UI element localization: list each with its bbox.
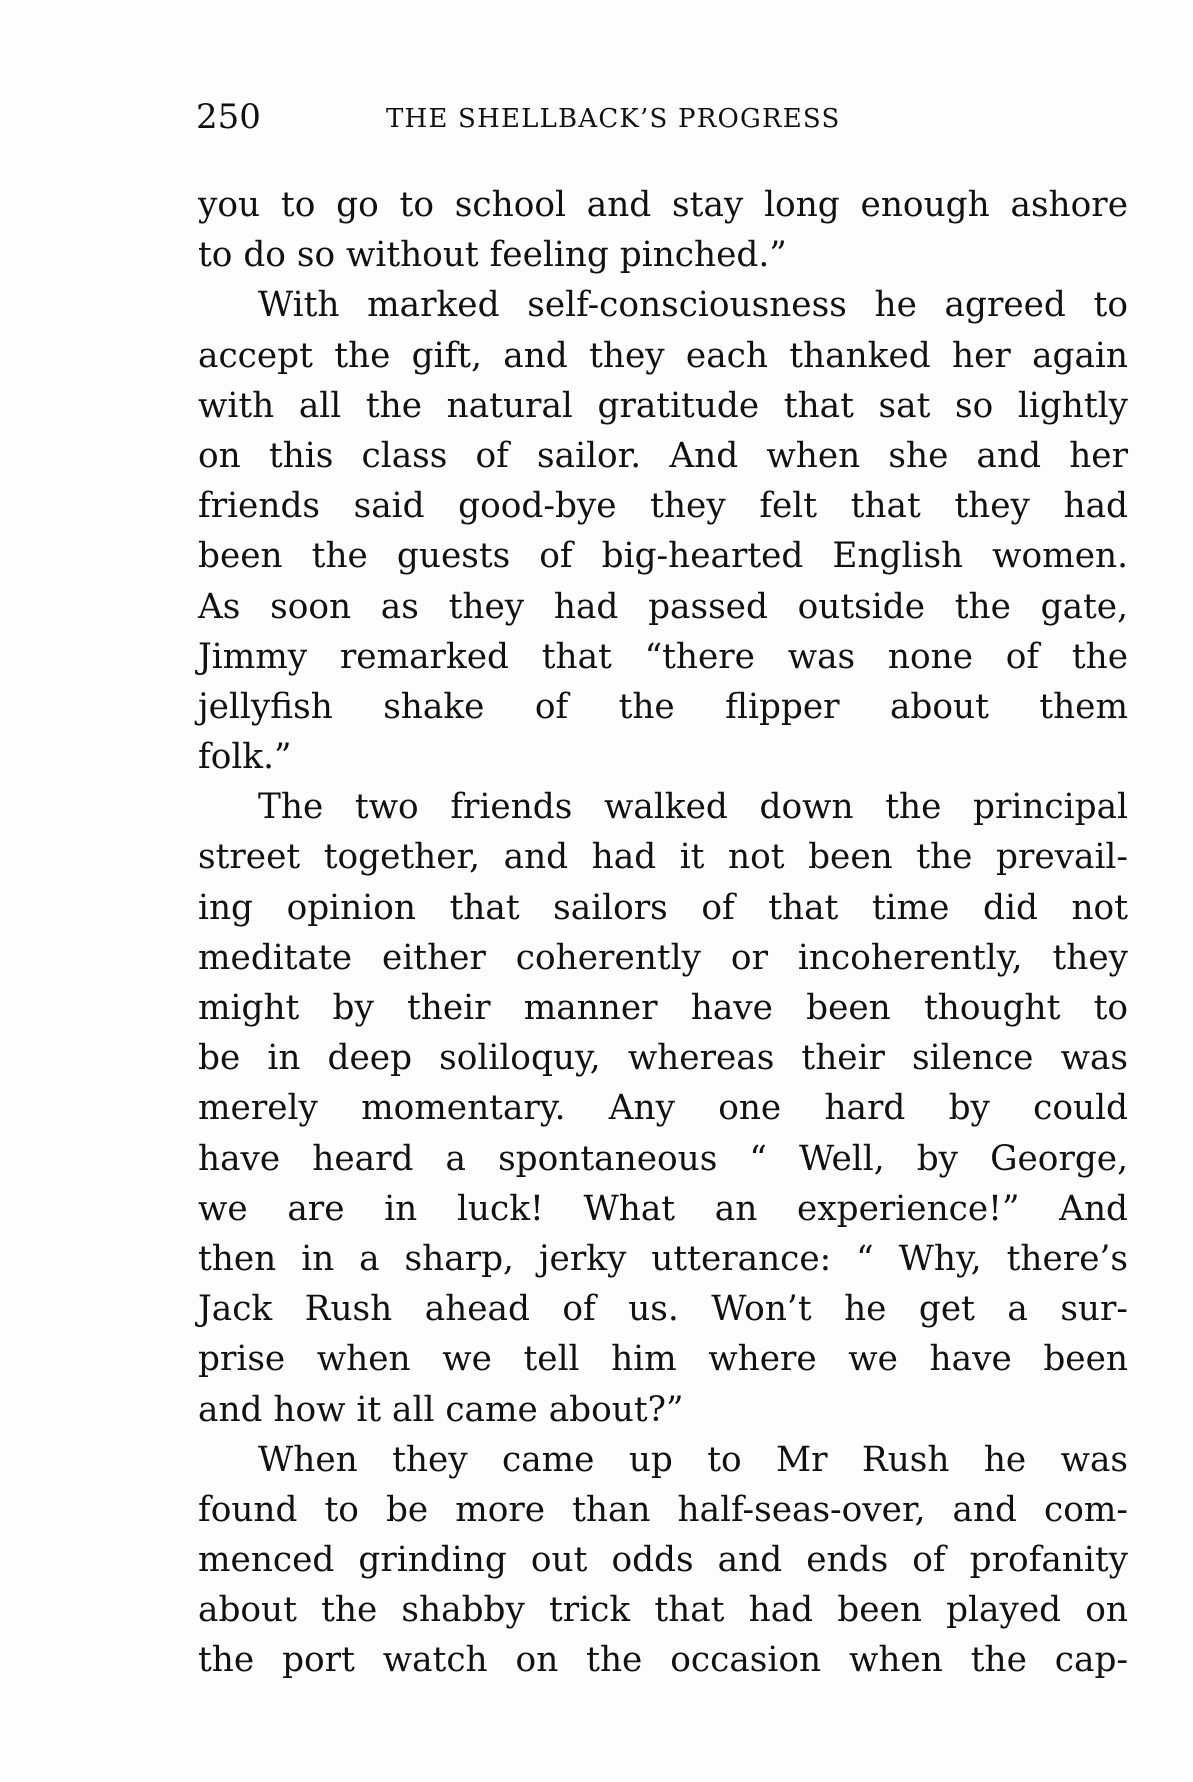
text-line: As soon as they had passed outside the gate, (198, 586, 1128, 627)
text-line: on this class of sailor. And when she and her (198, 435, 1128, 476)
page-number: 250 (196, 97, 261, 137)
text-line: The two friends walked down the principal (258, 787, 1128, 828)
text-line: street together, and had it not been the prevail- (198, 837, 1128, 878)
text-line: jellyfish shake of the flipper about them (198, 686, 1128, 727)
text-line: menced grinding out odds and ends of profanity (198, 1540, 1128, 1581)
text-line: Jack Rush ahead of us. Won’t he get a sur- (198, 1289, 1128, 1330)
text-line: might by their manner have been thought to (198, 988, 1128, 1028)
running-title: THE SHELLBACK’S PROGRESS (386, 104, 841, 134)
text-line: friends said good-bye they felt that they had (198, 486, 1128, 527)
text-line: with all the natural gratitude that sat so lightly (198, 385, 1128, 426)
text-line: you to go to school and stay long enough ashore (198, 185, 1128, 225)
text-line: about the shabby trick that had been played on (198, 1590, 1128, 1631)
text-line: we are in luck! What an experience!” And (198, 1188, 1128, 1229)
text-line: be in deep soliloquy, whereas their silence was (198, 1038, 1128, 1079)
text-line: been the guests of big-hearted English women. (198, 536, 1128, 577)
text-line: have heard a spontaneous “ Well, by George, (198, 1138, 1128, 1179)
page-header (196, 95, 1146, 139)
text-line: Jimmy remarked that “there was none of the (198, 636, 1128, 677)
text-line: With marked self-consciousness he agreed to (258, 285, 1128, 326)
text-line: found to be more than half-seas-over, and com- (198, 1489, 1128, 1530)
text-line: merely momentary. Any one hard by could (198, 1088, 1128, 1129)
text-line: ing opinion that sailors of that time did not (198, 887, 1128, 928)
text-line: to do so without feeling pinched.” (198, 235, 787, 276)
text-line: then in a sharp, jerky utterance: “ Why, there’s (198, 1238, 1128, 1279)
text-line: folk.” (198, 737, 292, 778)
text-line: When they came up to Mr Rush he was (258, 1439, 1128, 1480)
text-line: the port watch on the occasion when the cap- (198, 1640, 1128, 1681)
body-text (198, 180, 1128, 1686)
text-line: accept the gift, and they each thanked her again (198, 335, 1128, 376)
text-line: prise when we tell him where we have been (198, 1339, 1128, 1380)
text-line: and how it all came about?” (198, 1389, 684, 1430)
text-line: meditate either coherently or incoherently, they (198, 937, 1128, 978)
